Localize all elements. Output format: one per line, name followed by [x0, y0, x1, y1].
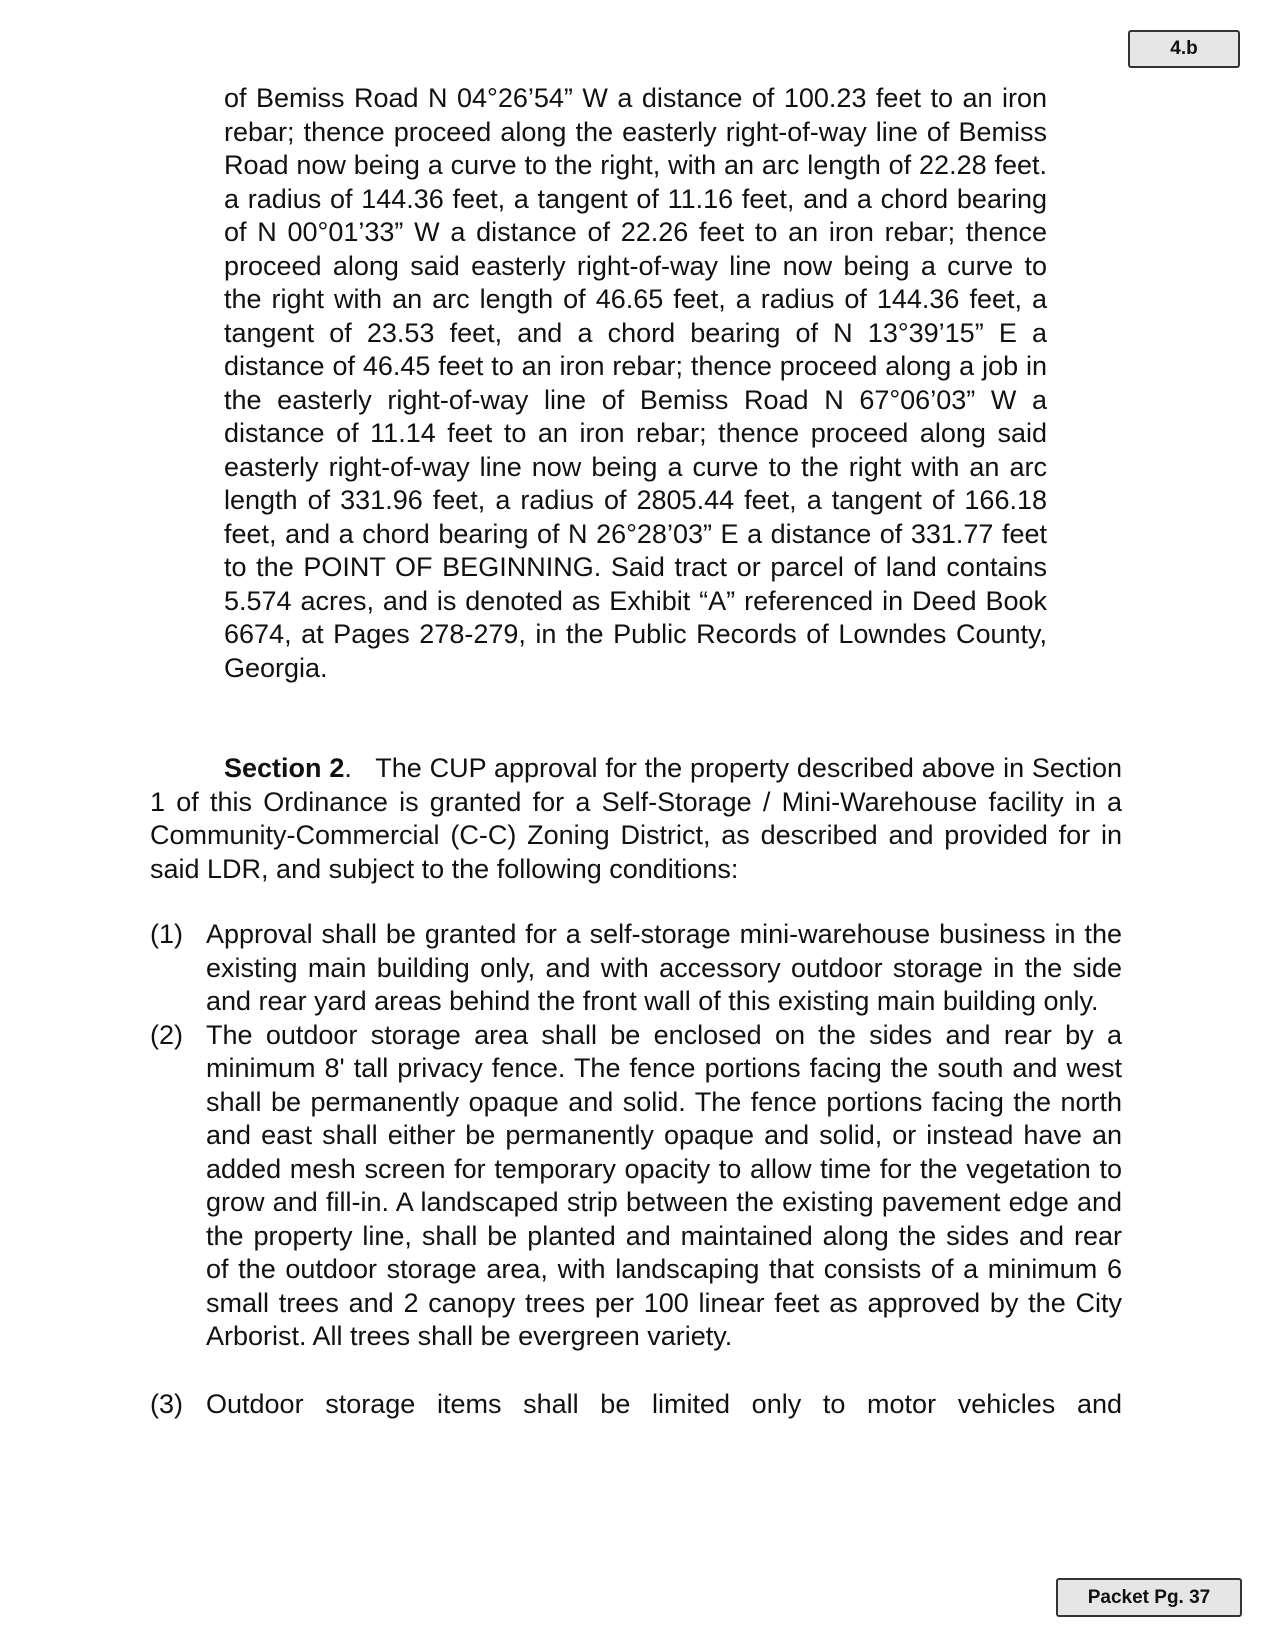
condition-number: (3): [150, 1388, 183, 1419]
section-2-body: The CUP approval for the property described above in Section 1 of this Ordinance is granted for a Self-Storage / Mini-Warehouse facility in a Community-Commercial (C-C) Zoning District, as described and provided for in said LDR, and subject to the following conditions:: [150, 753, 1122, 884]
condition-text: Approval shall be granted for a self-storage mini-warehouse business in the existing main building only, and with accessory outdoor storage in the side and rear yard areas behind the front wall of this existing main building only.: [206, 919, 1122, 1016]
condition-text: Outdoor storage items shall be limited only to motor vehicles and: [206, 1388, 1122, 1419]
condition-item-2: [150, 1019, 1122, 1354]
section-2-paragraph: [150, 752, 1122, 886]
condition-text: The outdoor storage area shall be enclosed on the sides and rear by a minimum 8' tall privacy fence. The fence portions facing the south and west shall be permanently opaque and solid. The fence portions facing the north and east shall either be permanently opaque and solid, or instead have an added mesh screen for temporary opacity to allow time for the vegetation to grow and fill-in. A landscaped strip between the existing pavement edge and the property line, shall be planted and maintained along the sides and rear of the outdoor storage area, with landscaping that consists of a minimum 6 small trees and 2 canopy trees per 100 linear feet as approved by the City Arborist. All trees shall be evergreen variety.: [206, 1019, 1122, 1351]
legal-description-paragraph: of Bemiss Road N 04°26’54” W a distance of 100.23 feet to an iron rebar; thence proceed along the easterly right-of-way line of Bemiss Road now being a curve to the right, with an arc length of 22.28 feet. a radius of 144.36 feet, a tangent of 11.16 feet, and a chord bearing of N 00°01’33” W a distance of 22.26 feet to an iron rebar; thence proceed along said easterly right-of-way line now being a curve to the right with an arc length of 46.65 feet, a radius of 144.36 feet, a tangent of 23.53 feet, and a chord bearing of N 13°39’15” E a distance of 46.45 feet to an iron rebar; thence proceed along a job in the easterly right-of-way line of Bemiss Road N 67°06’03” W a distance of 11.14 feet to an iron rebar; thence proceed along said easterly right-of-way line now being a curve to the right with an arc length of 331.96 feet, a radius of 2805.44 feet, a tangent of 166.18 feet, and a chord bearing of N 26°28’03” E a distance of 331.77 feet to the POINT OF BEGINNING. Said tract or parcel of land contains 5.574 acres, and is denoted as Exhibit “A” referenced in Deed Book 6674, at Pages 278-279, in the Public Records of Lowndes County, Georgia.: [224, 83, 1047, 683]
conditions-list: [150, 918, 1122, 1421]
agenda-item-tag: 4.b: [1128, 30, 1240, 68]
section-2-heading-punctuation: .: [344, 753, 352, 783]
packet-page-number: Packet Pg. 37: [1056, 1578, 1242, 1617]
section-2-heading: Section 2: [224, 753, 345, 783]
condition-number: (2): [150, 1019, 183, 1050]
condition-item-1: [150, 918, 1122, 1019]
condition-number: (1): [150, 919, 183, 949]
condition-item-3: [150, 1388, 1122, 1422]
